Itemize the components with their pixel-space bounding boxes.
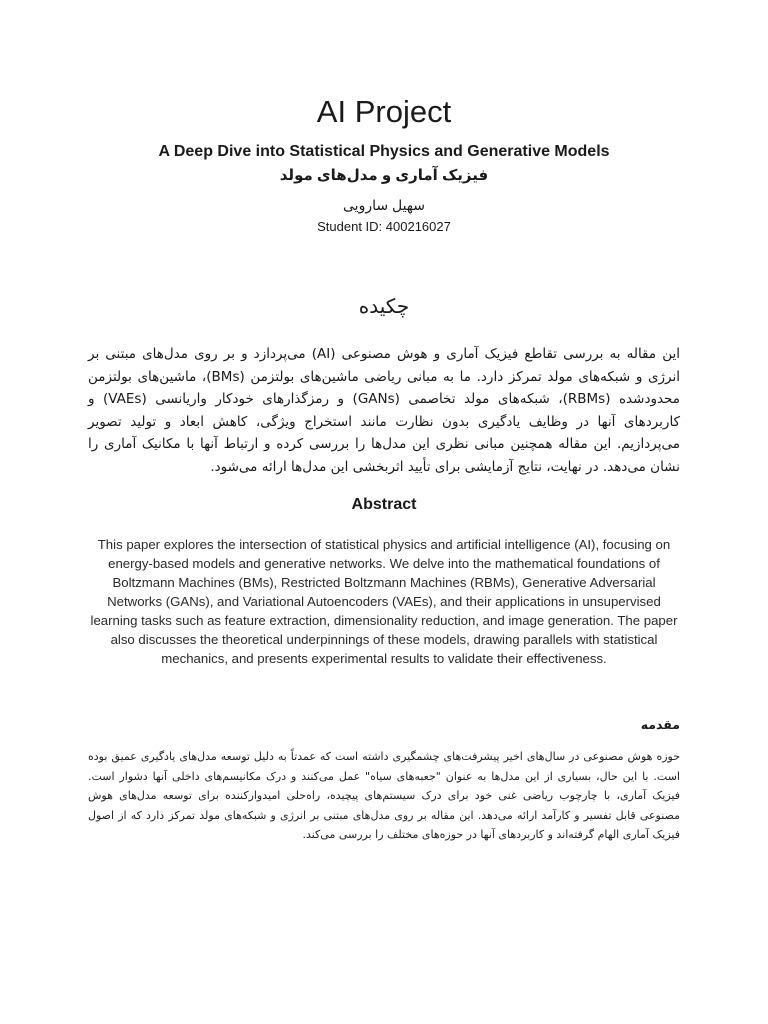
author-name: سهیل سارویی — [343, 197, 425, 213]
student-id: Student ID: 400216027 — [317, 219, 451, 234]
introduction-heading: مقدمه — [640, 717, 680, 732]
english-abstract-heading: Abstract — [351, 496, 417, 513]
introduction-body: حوزه هوش مصنوعی در سال‌های اخیر پیشرفت‌های چشمگیری داشته است که عمدتاً به دلیل توسعه مدل‌های یادگیری عمیق بوده است. با این حال، بسیاری از این مدل‌ها به عنوان "جعبه‌های سیاه" عمل می‌کنند و درک مکانیسم‌های داخلی آنها دشوار است. فیزیک آماری، با چارچوب ریاضی غنی خود برای درک سیستم‌های پیچیده، راه‌حلی امیدوارکننده برای توسعه مدل‌های هوش مصنوعی قابل تفسیر و کارآمد ارائه می‌دهد. این مقاله بر روی مدل‌های مبتنی بر انرژی و شبکه‌های مولد تمرکز دارد که از اصول فیزیک آماری الهام گرفته‌اند و کاربردهای آنها در حوزه‌های مختلف را بررسی می‌کند. — [88, 750, 680, 841]
persian-abstract-heading: چکیده — [358, 296, 410, 318]
subtitle-english: A Deep Dive into Statistical Physics and Generative Models — [158, 143, 610, 160]
page-title: AI Project — [316, 94, 452, 129]
subtitle-persian: فیزیک آماری و مدل‌های مولد — [279, 167, 489, 184]
persian-abstract-body: این مقاله به بررسی تقاطع فیزیک آماری و هوش مصنوعی (AI) می‌پردازد و بر روی مدل‌های مبتنی بر انرژی و شبکه‌های مولد تمرکز دارد. ما به مبانی ریاضی ماشین‌های بولتزمن (BMs)، ماشین‌های بولتزمن محدودشده (RBMs)، شبکه‌های مولد تخاصمی (GANs) و رمزگذارهای خودکار واریانسی (VAEs) و کاربردهای آنها در وظایف یادگیری بدون نظارت مانند استخراج ویژگی، کاهش ابعاد و تولید تصویر می‌پردازیم. این مقاله همچنین مبانی نظری این مدل‌ها را بررسی کرده و ارتباط آنها با مکانیک آماری را نشان می‌دهد. در نهایت، نتایج آزمایشی برای تأیید اثربخشی این مدل‌ها ارائه می‌شود. — [88, 346, 681, 475]
english-abstract-body: This paper explores the intersection of statistical physics and artificial intelligence (AI), focusing on energy-based models and generative networks. We delve into the mathematical foundations of Boltzmann Machines (BMs), Restricted Boltzmann Machines (RBMs), Generative Adversarial Networks (GANs), and Variational Autoencoders (VAEs), and their applications in unsupervised learning tasks such as feature extraction, dimensionality reduction, and image generation. The paper also discusses the theoretical underpinnings of these models, drawing parallels with statistical mechanics, and presents experimental results to validate their effectiveness. — [90, 537, 678, 666]
